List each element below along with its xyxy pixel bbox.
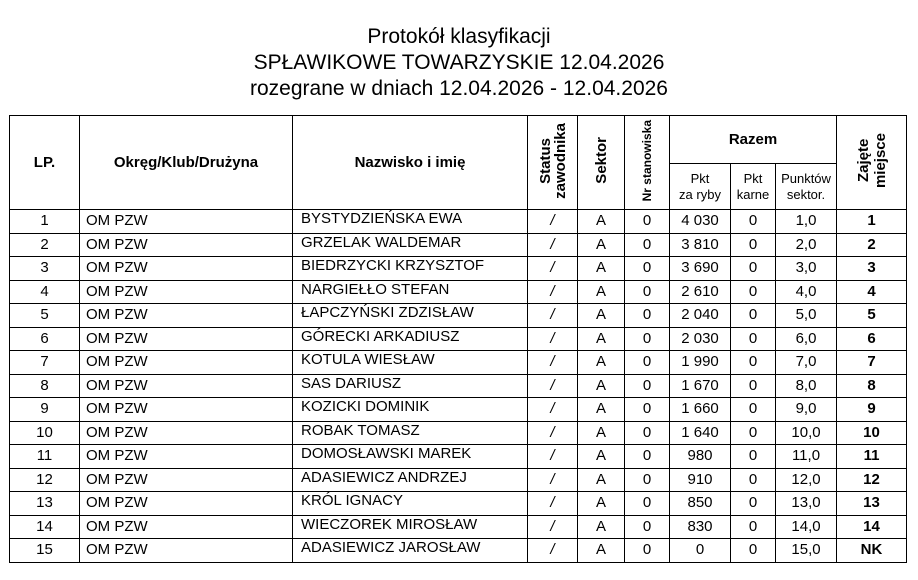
cell-pts-penalty: 0	[731, 257, 776, 281]
cell-lp: 9	[10, 398, 80, 422]
cell-place: 5	[837, 304, 907, 328]
cell-lp: 13	[10, 492, 80, 516]
cell-name: KOTULA WIESŁAW	[293, 351, 528, 375]
cell-station: 0	[625, 492, 670, 516]
col-header-station	[625, 116, 670, 210]
cell-pts-penalty: 0	[731, 304, 776, 328]
cell-station: 0	[625, 374, 670, 398]
col-header-pts-sector-l1: Punktów	[781, 170, 831, 186]
cell-sector: A	[578, 515, 625, 539]
cell-pts-sector: 5,0	[776, 304, 837, 328]
cell-status: /	[528, 515, 578, 539]
cell-status: /	[528, 280, 578, 304]
cell-pts-sector: 6,0	[776, 327, 837, 351]
cell-place: 10	[837, 421, 907, 445]
cell-pts-sector: 15,0	[776, 539, 837, 563]
cell-lp: 5	[10, 304, 80, 328]
cell-pts-fish: 910	[670, 468, 731, 492]
cell-station: 0	[625, 468, 670, 492]
col-header-pts-fish-l1: Pkt	[690, 170, 710, 186]
cell-lp: 12	[10, 468, 80, 492]
cell-lp: 1	[10, 210, 80, 234]
cell-station: 0	[625, 445, 670, 469]
cell-pts-penalty: 0	[731, 210, 776, 234]
cell-place: 12	[837, 468, 907, 492]
cell-place: 11	[837, 445, 907, 469]
cell-pts-sector: 7,0	[776, 351, 837, 375]
cell-sector: A	[578, 233, 625, 257]
cell-pts-sector: 4,0	[776, 280, 837, 304]
cell-name: SAS DARIUSZ	[293, 374, 528, 398]
cell-pts-sector: 14,0	[776, 515, 837, 539]
table-row	[10, 280, 907, 304]
cell-pts-sector: 11,0	[776, 445, 837, 469]
cell-pts-penalty: 0	[731, 351, 776, 375]
col-header-lp: LP.	[10, 116, 80, 210]
cell-lp: 2	[10, 233, 80, 257]
cell-pts-fish: 3 810	[670, 233, 731, 257]
cell-station: 0	[625, 421, 670, 445]
cell-name: BYSTYDZIEŃSKA EWA	[293, 210, 528, 234]
table-row	[10, 539, 907, 563]
cell-sector: A	[578, 374, 625, 398]
cell-station: 0	[625, 327, 670, 351]
cell-place: 1	[837, 210, 907, 234]
table-row	[10, 257, 907, 281]
protocol-title: Protokół klasyfikacji	[367, 25, 551, 48]
cell-status: /	[528, 374, 578, 398]
competition-name: SPŁAWIKOWE TOWARZYSKIE 12.04.2026	[253, 51, 665, 74]
col-header-pts-penalty-l2: karne	[736, 186, 770, 202]
cell-pts-fish: 2 610	[670, 280, 731, 304]
cell-lp: 4	[10, 280, 80, 304]
cell-lp: 7	[10, 351, 80, 375]
cell-status: /	[528, 445, 578, 469]
col-header-pts-penalty	[731, 164, 776, 210]
cell-status: /	[528, 327, 578, 351]
cell-sector: A	[578, 257, 625, 281]
cell-place: 3	[837, 257, 907, 281]
cell-pts-fish: 1 670	[670, 374, 731, 398]
col-header-pts-fish-l2: za ryby	[679, 186, 721, 202]
cell-status: /	[528, 351, 578, 375]
cell-place: 8	[837, 374, 907, 398]
cell-club: OM PZW	[80, 421, 293, 445]
cell-pts-penalty: 0	[731, 515, 776, 539]
cell-pts-penalty: 0	[731, 492, 776, 516]
cell-sector: A	[578, 468, 625, 492]
cell-name: GÓRECKI ARKADIUSZ	[293, 327, 528, 351]
cell-club: OM PZW	[80, 468, 293, 492]
cell-station: 0	[625, 233, 670, 257]
cell-club: OM PZW	[80, 327, 293, 351]
col-header-pts-sector	[776, 164, 837, 210]
table-row	[10, 233, 907, 257]
competition-dates: rozegrane w dniach 12.04.2026 - 12.04.2026	[250, 77, 668, 100]
cell-lp: 11	[10, 445, 80, 469]
cell-place: 13	[837, 492, 907, 516]
cell-sector: A	[578, 421, 625, 445]
cell-pts-penalty: 0	[731, 280, 776, 304]
cell-club: OM PZW	[80, 515, 293, 539]
cell-status: /	[528, 398, 578, 422]
col-header-status	[528, 116, 578, 210]
cell-club: OM PZW	[80, 280, 293, 304]
cell-club: OM PZW	[80, 210, 293, 234]
cell-status: /	[528, 210, 578, 234]
cell-place: 7	[837, 351, 907, 375]
cell-pts-sector: 3,0	[776, 257, 837, 281]
cell-sector: A	[578, 492, 625, 516]
table-row	[10, 421, 907, 445]
cell-pts-fish: 4 030	[670, 210, 731, 234]
cell-lp: 8	[10, 374, 80, 398]
cell-station: 0	[625, 280, 670, 304]
cell-station: 0	[625, 515, 670, 539]
cell-sector: A	[578, 351, 625, 375]
cell-station: 0	[625, 398, 670, 422]
cell-pts-sector: 1,0	[776, 210, 837, 234]
col-header-status-l2: zawodnika	[551, 122, 569, 199]
table-row	[10, 304, 907, 328]
table-body	[10, 210, 907, 563]
cell-pts-fish: 1 640	[670, 421, 731, 445]
col-header-place	[837, 116, 907, 210]
cell-pts-sector: 2,0	[776, 233, 837, 257]
cell-status: /	[528, 421, 578, 445]
col-header-sector	[578, 116, 625, 210]
cell-lp: 10	[10, 421, 80, 445]
cell-club: OM PZW	[80, 257, 293, 281]
col-header-place-l1: Zajęte	[854, 138, 872, 183]
cell-club: OM PZW	[80, 539, 293, 563]
col-header-status-l1: Status	[536, 137, 554, 184]
cell-sector: A	[578, 445, 625, 469]
cell-name: ADASIEWICZ ANDRZEJ	[293, 468, 528, 492]
cell-pts-sector: 13,0	[776, 492, 837, 516]
cell-sector: A	[578, 398, 625, 422]
cell-club: OM PZW	[80, 374, 293, 398]
col-header-pts-sector-l2: sektor.	[786, 186, 826, 202]
cell-pts-penalty: 0	[731, 539, 776, 563]
cell-club: OM PZW	[80, 398, 293, 422]
cell-name: WIECZOREK MIROSŁAW	[293, 515, 528, 539]
col-header-name: Nazwisko i imię	[293, 116, 528, 210]
col-header-station-label: Nr stanowiska	[640, 119, 654, 202]
cell-pts-sector: 12,0	[776, 468, 837, 492]
table-row	[10, 445, 907, 469]
cell-lp: 3	[10, 257, 80, 281]
table-row	[10, 492, 907, 516]
cell-pts-sector: 9,0	[776, 398, 837, 422]
cell-club: OM PZW	[80, 351, 293, 375]
cell-lp: 14	[10, 515, 80, 539]
cell-status: /	[528, 492, 578, 516]
cell-pts-fish: 1 990	[670, 351, 731, 375]
cell-pts-fish: 0	[670, 539, 731, 563]
cell-pts-fish: 2 030	[670, 327, 731, 351]
col-header-total: Razem	[670, 116, 837, 164]
table-row	[10, 210, 907, 234]
cell-pts-fish: 850	[670, 492, 731, 516]
table-row	[10, 515, 907, 539]
cell-sector: A	[578, 210, 625, 234]
cell-sector: A	[578, 280, 625, 304]
cell-name: NARGIEŁŁO STEFAN	[293, 280, 528, 304]
col-header-pts-penalty-l1: Pkt	[743, 170, 763, 186]
cell-status: /	[528, 257, 578, 281]
cell-name: GRZELAK WALDEMAR	[293, 233, 528, 257]
cell-station: 0	[625, 539, 670, 563]
cell-lp: 15	[10, 539, 80, 563]
cell-pts-penalty: 0	[731, 233, 776, 257]
cell-pts-penalty: 0	[731, 468, 776, 492]
cell-pts-penalty: 0	[731, 445, 776, 469]
cell-status: /	[528, 233, 578, 257]
cell-pts-penalty: 0	[731, 398, 776, 422]
cell-station: 0	[625, 210, 670, 234]
cell-status: /	[528, 468, 578, 492]
cell-place: NK	[837, 539, 907, 563]
cell-sector: A	[578, 539, 625, 563]
cell-place: 6	[837, 327, 907, 351]
cell-place: 9	[837, 398, 907, 422]
cell-place: 4	[837, 280, 907, 304]
table-row	[10, 327, 907, 351]
col-header-pts-fish	[670, 164, 731, 210]
cell-pts-sector: 8,0	[776, 374, 837, 398]
cell-club: OM PZW	[80, 233, 293, 257]
cell-pts-fish: 2 040	[670, 304, 731, 328]
cell-pts-fish: 1 660	[670, 398, 731, 422]
cell-name: KOZICKI DOMINIK	[293, 398, 528, 422]
cell-name: KRÓL IGNACY	[293, 492, 528, 516]
cell-sector: A	[578, 304, 625, 328]
cell-club: OM PZW	[80, 304, 293, 328]
cell-pts-fish: 830	[670, 515, 731, 539]
cell-pts-penalty: 0	[731, 327, 776, 351]
cell-status: /	[528, 539, 578, 563]
cell-club: OM PZW	[80, 445, 293, 469]
cell-name: ŁAPCZYŃSKI ZDZISŁAW	[293, 304, 528, 328]
cell-pts-penalty: 0	[731, 374, 776, 398]
cell-station: 0	[625, 351, 670, 375]
cell-place: 2	[837, 233, 907, 257]
cell-lp: 6	[10, 327, 80, 351]
cell-sector: A	[578, 327, 625, 351]
cell-station: 0	[625, 304, 670, 328]
cell-name: BIEDRZYCKI KRZYSZTOF	[293, 257, 528, 281]
col-header-club: Okręg/Klub/Drużyna	[80, 116, 293, 210]
cell-name: DOMOSŁAWSKI MAREK	[293, 445, 528, 469]
cell-name: ROBAK TOMASZ	[293, 421, 528, 445]
col-header-place-l2: miejsce	[871, 132, 889, 189]
cell-pts-fish: 980	[670, 445, 731, 469]
cell-station: 0	[625, 257, 670, 281]
table-row	[10, 351, 907, 375]
classification-table	[9, 115, 907, 563]
table-row	[10, 374, 907, 398]
table-row	[10, 468, 907, 492]
cell-pts-penalty: 0	[731, 421, 776, 445]
cell-name: ADASIEWICZ JAROSŁAW	[293, 539, 528, 563]
cell-place: 14	[837, 515, 907, 539]
cell-pts-fish: 3 690	[670, 257, 731, 281]
cell-pts-sector: 10,0	[776, 421, 837, 445]
cell-club: OM PZW	[80, 492, 293, 516]
table-row	[10, 398, 907, 422]
cell-status: /	[528, 304, 578, 328]
col-header-sector-label: Sektor	[592, 137, 610, 184]
